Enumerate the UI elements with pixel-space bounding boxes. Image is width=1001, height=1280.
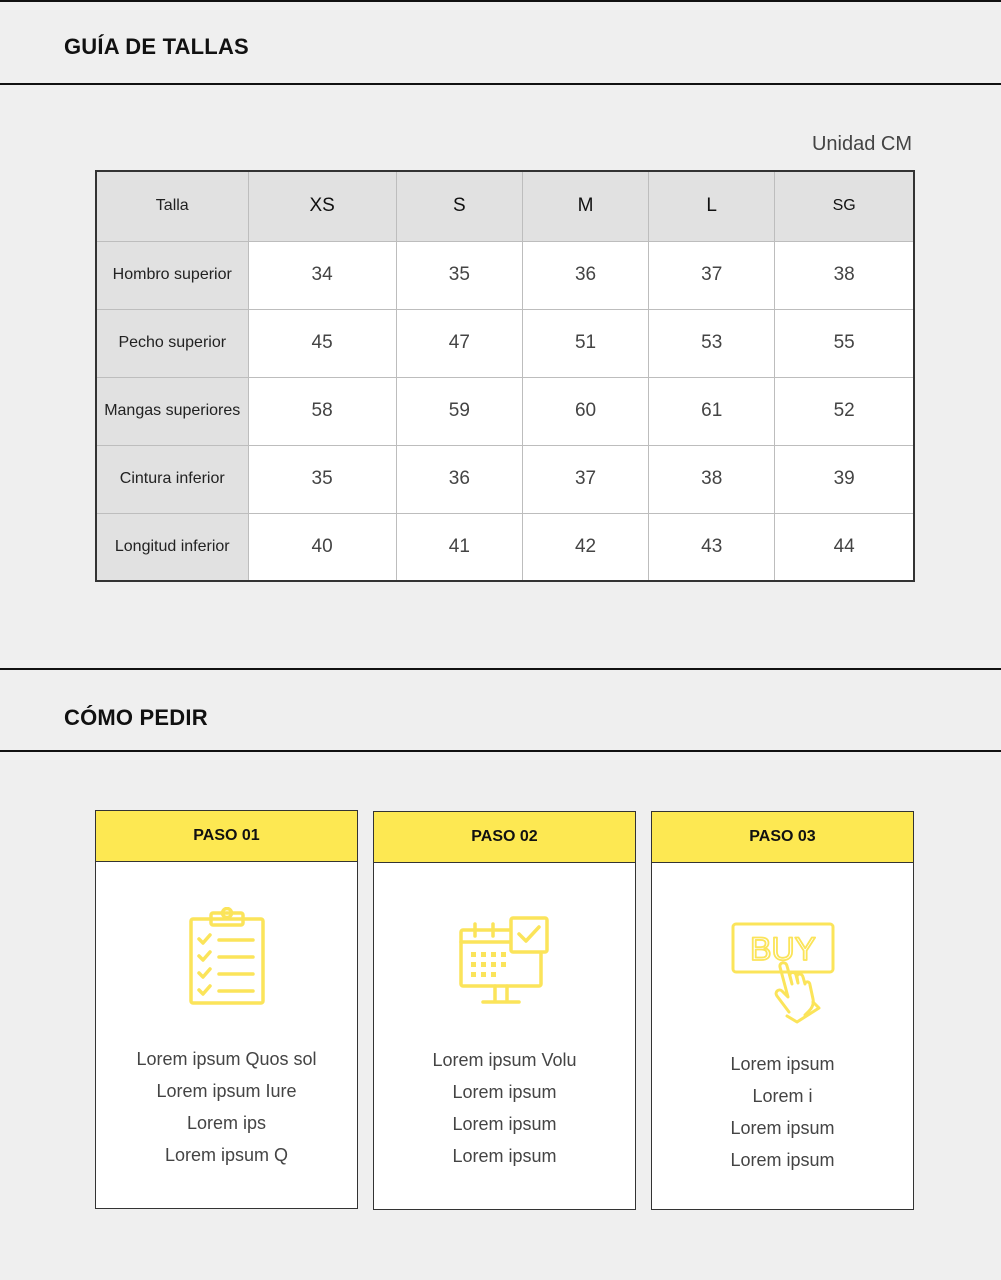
- size-header-sg: SG: [775, 171, 914, 241]
- table-cell: 43: [649, 513, 775, 581]
- step-line: Lorem i: [752, 1086, 813, 1106]
- table-cell: 51: [522, 309, 648, 377]
- table-cell: 36: [522, 241, 648, 309]
- buy-button-hand-icon: [731, 920, 835, 1029]
- step-line: Lorem ips: [186, 1113, 267, 1133]
- row-label: Hombro superior: [96, 241, 248, 309]
- table-cell: 52: [775, 377, 914, 445]
- step-label: PASO 02: [374, 812, 635, 863]
- step-card-2: [373, 811, 636, 1210]
- step-line: Lorem ipsum Iure: [156, 1081, 297, 1101]
- step-label: PASO 03: [652, 812, 913, 863]
- row-label: Pecho superior: [96, 309, 248, 377]
- unit-label: Unidad CM: [811, 133, 912, 155]
- step-line: Lorem ipsum Q: [164, 1145, 289, 1165]
- step-line: Lorem ipsum Quos sol: [136, 1049, 317, 1069]
- table-cell: 37: [522, 445, 648, 513]
- table-cell: 37: [649, 241, 775, 309]
- row-label: Mangas superiores: [96, 377, 248, 445]
- table-row: [96, 309, 914, 377]
- table-cell: 42: [522, 513, 648, 581]
- size-header-m: M: [522, 171, 648, 241]
- size-header-l: L: [649, 171, 775, 241]
- table-cell: 39: [775, 445, 914, 513]
- size-header-s: S: [396, 171, 522, 241]
- table-cell: 55: [775, 309, 914, 377]
- step-description: [652, 1048, 913, 1176]
- table-cell: 44: [775, 513, 914, 581]
- clipboard-checklist-icon: [187, 907, 267, 1012]
- table-cell: 58: [248, 377, 396, 445]
- step-line: Lorem ipsum: [730, 1150, 835, 1170]
- table-cell: 34: [248, 241, 396, 309]
- table-cell: 61: [649, 377, 775, 445]
- size-table: [95, 170, 915, 582]
- table-cell: 60: [522, 377, 648, 445]
- table-cell: 38: [775, 241, 914, 309]
- how-to-order-header: [0, 668, 1001, 752]
- step-line: Lorem ipsum Volu: [432, 1050, 577, 1070]
- table-row: [96, 513, 914, 581]
- table-cell: 35: [396, 241, 522, 309]
- step-line: Lorem ipsum: [452, 1114, 557, 1134]
- row-label: Cintura inferior: [96, 445, 248, 513]
- table-cell: 45: [248, 309, 396, 377]
- table-cell: 41: [396, 513, 522, 581]
- step-line: Lorem ipsum: [730, 1118, 835, 1138]
- calendar-monitor-icon: [457, 914, 553, 1015]
- table-row: [96, 445, 914, 513]
- row-label: Longitud inferior: [96, 513, 248, 581]
- table-corner-header: Talla: [96, 171, 248, 241]
- step-label: PASO 01: [96, 811, 357, 862]
- step-card-3: [651, 811, 914, 1210]
- step-description: [96, 1043, 357, 1171]
- table-cell: 38: [649, 445, 775, 513]
- how-to-order-title: CÓMO PEDIR: [64, 705, 208, 730]
- size-guide-header: [0, 0, 1001, 85]
- table-cell: 53: [649, 309, 775, 377]
- step-line: Lorem ipsum: [730, 1054, 835, 1074]
- table-header-row: [96, 171, 914, 241]
- table-row: [96, 377, 914, 445]
- step-card-1: [95, 810, 358, 1209]
- table-cell: 36: [396, 445, 522, 513]
- table-row: [96, 241, 914, 309]
- table-cell: 59: [396, 377, 522, 445]
- step-line: Lorem ipsum: [452, 1146, 557, 1166]
- table-cell: 47: [396, 309, 522, 377]
- step-line: Lorem ipsum: [452, 1082, 557, 1102]
- table-cell: 35: [248, 445, 396, 513]
- step-description: [374, 1044, 635, 1172]
- table-cell: 40: [248, 513, 396, 581]
- size-guide-title: GUÍA DE TALLAS: [64, 34, 249, 59]
- buy-text: BUY: [749, 931, 816, 967]
- size-header-xs: XS: [248, 171, 396, 241]
